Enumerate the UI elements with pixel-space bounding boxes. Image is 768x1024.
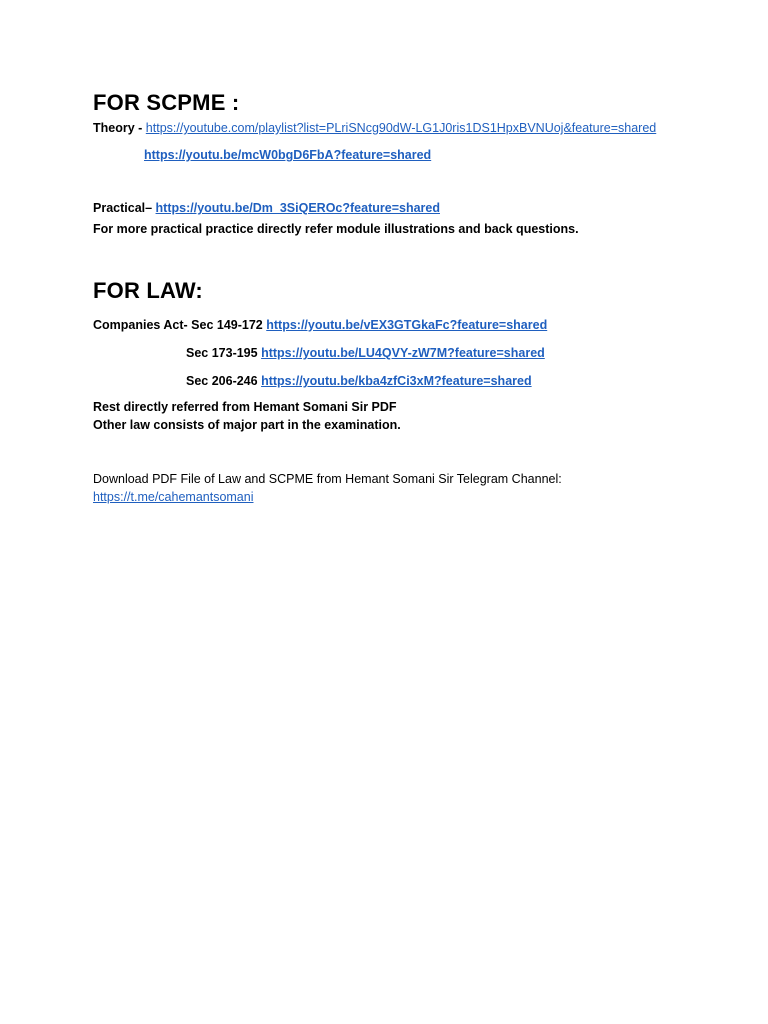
telegram-link[interactable]: https://t.me/cahemantsomani bbox=[93, 490, 254, 504]
theory-video-link[interactable]: https://youtu.be/mcW0bgD6FbA?feature=shared bbox=[144, 148, 432, 162]
download-text: Download PDF File of Law and SCPME from Hemant Somani Sir Telegram Channel: bbox=[93, 472, 562, 486]
companies-act-line-2 bbox=[186, 345, 545, 361]
companies-act-label: Companies Act- Sec 149-172 bbox=[93, 318, 267, 332]
theory-line bbox=[93, 120, 656, 136]
scpme-heading: FOR SCPME : bbox=[93, 90, 240, 115]
law-note-2: Other law consists of major part in the examination. bbox=[93, 418, 401, 432]
sec-206-246-label: Sec 206-246 bbox=[186, 374, 262, 388]
companies-act-link-1[interactable]: https://youtu.be/vEX3GTGkaFc?feature=shared bbox=[266, 318, 548, 332]
law-note-1: Rest directly referred from Hemant Somani Sir PDF bbox=[93, 400, 397, 414]
companies-act-line-3 bbox=[186, 373, 532, 389]
companies-act-link-2[interactable]: https://youtu.be/LU4QVY-zW7M?feature=shared bbox=[261, 346, 545, 360]
law-heading: FOR LAW: bbox=[93, 278, 203, 303]
companies-act-link-3[interactable]: https://youtu.be/kba4zfCi3xM?feature=shared bbox=[261, 374, 532, 388]
practical-line bbox=[93, 200, 440, 216]
practical-label: Practical– bbox=[93, 201, 156, 215]
companies-act-line-1 bbox=[93, 317, 547, 333]
theory-label: Theory - bbox=[93, 121, 146, 135]
sec-173-195-label: Sec 173-195 bbox=[186, 346, 262, 360]
practical-link[interactable]: https://youtu.be/Dm_3SiQEROc?feature=shared bbox=[155, 201, 440, 215]
practical-note: For more practical practice directly refer module illustrations and back questions. bbox=[93, 222, 579, 236]
telegram-link-line bbox=[93, 489, 254, 505]
theory-second-link-line bbox=[144, 147, 431, 163]
theory-playlist-link[interactable]: https://youtube.com/playlist?list=PLriSNcg90dW-LG1J0ris1DS1HpxBVNUoj&feature=shared bbox=[145, 121, 657, 135]
